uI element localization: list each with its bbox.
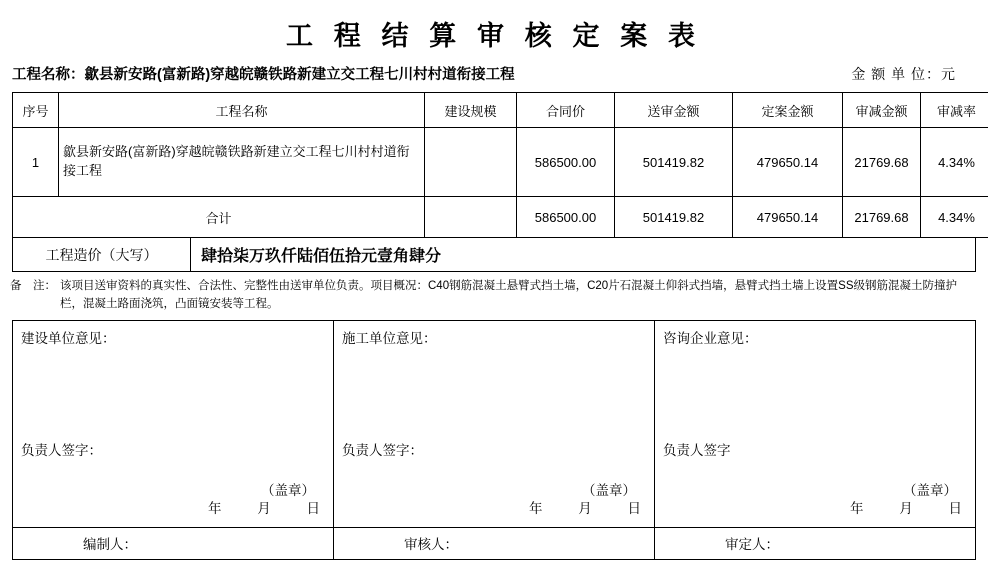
cell-final-amount: 479650.14 bbox=[733, 128, 843, 197]
opinion-seal-label: （盖章） bbox=[261, 482, 315, 498]
total-reduction-rate: 4.34% bbox=[921, 197, 988, 238]
cell-scale bbox=[425, 128, 517, 197]
amount-unit-label: 金 额 单 位：元 bbox=[851, 66, 956, 82]
opinion-title: 施工单位意见： bbox=[342, 330, 437, 346]
opinion-date-month: 月 bbox=[578, 500, 593, 516]
column-header-scale: 建设规模 bbox=[425, 93, 517, 128]
notes-block bbox=[10, 278, 976, 314]
project-name-value: 歙县新安路(富新路)穿越皖赣铁路新建立交工程七川村村道衔接工程 bbox=[84, 67, 515, 83]
cell-reduction-rate: 4.34% bbox=[921, 128, 988, 197]
notes-text: 该项目送审资料的真实性、合法性、完整性由送审单位负责。项目概况：C40钢筋混凝土悬臂式挡土墙，C20片石混凝土仰斜式挡墙，悬臂式挡土墙上设置SS级钢筋混凝土防撞护栏，混凝土路面浇筑，凸面镜安装等工程。 bbox=[60, 280, 958, 310]
column-header-reduction-rate: 审减率 bbox=[921, 93, 988, 128]
signers-section bbox=[12, 528, 976, 560]
column-header-submitted-amount: 送审金额 bbox=[615, 93, 733, 128]
cell-project-name: 歙县新安路(富新路)穿越皖赣铁路新建立交工程七川村村道衔接工程 bbox=[59, 128, 425, 197]
opinion-date-line bbox=[820, 497, 963, 517]
opinion-seal-label: （盖章） bbox=[903, 482, 957, 498]
opinion-title: 咨询企业意见： bbox=[663, 330, 758, 346]
opinion-date-month: 月 bbox=[899, 500, 914, 516]
opinions-section bbox=[12, 320, 976, 528]
signer-reviewer: 审核人： bbox=[334, 528, 655, 559]
opinion-date-month: 月 bbox=[257, 500, 272, 516]
opinion-date-day: 日 bbox=[306, 500, 321, 516]
table-total-row bbox=[13, 197, 988, 238]
cell-index: 1 bbox=[13, 128, 59, 197]
cell-submitted-amount: 501419.82 bbox=[615, 128, 733, 197]
cell-contract-price: 586500.00 bbox=[517, 128, 615, 197]
project-header bbox=[0, 63, 988, 92]
column-header-name: 工程名称 bbox=[59, 93, 425, 128]
cell-reduction-amount: 21769.68 bbox=[843, 128, 921, 197]
opinion-date-day: 日 bbox=[627, 500, 642, 516]
total-scale bbox=[425, 197, 517, 238]
signer-preparer: 编制人： bbox=[13, 528, 334, 559]
capital-amount-label: 工程造价（大写） bbox=[13, 238, 191, 271]
opinion-column-contractor-unit bbox=[334, 321, 655, 527]
total-contract-price: 586500.00 bbox=[517, 197, 615, 238]
opinion-date-line bbox=[499, 497, 642, 517]
opinion-signature-label: 负责人签字 bbox=[663, 442, 731, 458]
capital-amount-value: 肆拾柒万玖仟陆佰伍拾元壹角肆分 bbox=[201, 248, 442, 265]
opinion-date-year: 年 bbox=[849, 500, 865, 516]
notes-label: 备 注： bbox=[10, 280, 56, 292]
column-header-index: 序号 bbox=[13, 93, 59, 128]
opinion-column-construction-unit bbox=[13, 321, 334, 527]
column-header-final-amount: 定案金额 bbox=[733, 93, 843, 128]
opinion-date-day: 日 bbox=[948, 500, 963, 516]
opinion-column-consulting-firm bbox=[655, 321, 975, 527]
opinion-date-year: 年 bbox=[207, 500, 223, 516]
opinion-signature-label: 负责人签字： bbox=[342, 442, 423, 458]
column-header-reduction-amount: 审减金额 bbox=[843, 93, 921, 128]
signer-approver: 审定人： bbox=[725, 537, 779, 553]
table-header-row bbox=[13, 93, 988, 128]
column-header-contract-price: 合同价 bbox=[517, 93, 615, 128]
total-final-amount: 479650.14 bbox=[733, 197, 843, 238]
project-name-label: 工程名称： bbox=[12, 67, 85, 83]
capital-amount-row bbox=[12, 238, 976, 272]
table-row bbox=[13, 128, 988, 197]
opinion-seal-label: （盖章） bbox=[582, 482, 636, 498]
total-reduction-amount: 21769.68 bbox=[843, 197, 921, 238]
settlement-table bbox=[12, 92, 988, 238]
opinion-title: 建设单位意见： bbox=[21, 330, 116, 346]
opinion-date-year: 年 bbox=[528, 500, 544, 516]
total-submitted-amount: 501419.82 bbox=[615, 197, 733, 238]
page-title: 工 程 结 算 审 核 定 案 表 bbox=[286, 21, 702, 51]
opinion-signature-label: 负责人签字： bbox=[21, 442, 102, 458]
opinion-date-line bbox=[178, 497, 321, 517]
total-label: 合计 bbox=[13, 197, 425, 238]
